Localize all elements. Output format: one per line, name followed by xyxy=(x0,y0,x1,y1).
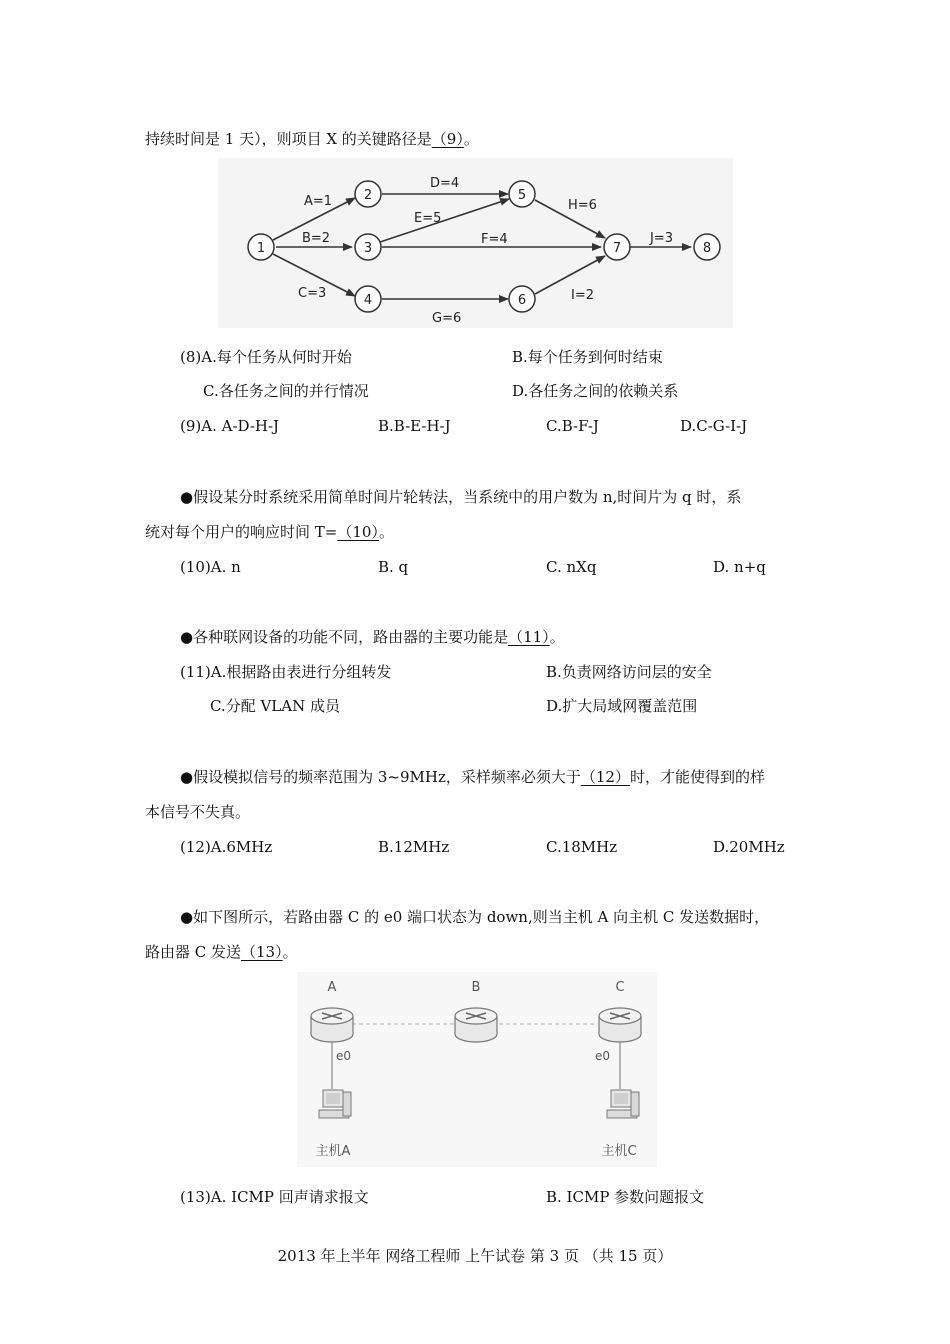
q12-stem1-text: ●假设模拟信号的频率范围为 3~9MHz，采样频率必须大于 xyxy=(180,768,581,786)
q10-option-d: D. n+q xyxy=(713,558,766,576)
q12-option-d: D.20MHz xyxy=(713,838,785,856)
q13-stem-end: 。 xyxy=(282,943,298,961)
q13-stem-line1: ●如下图所示，若路由器 C 的 e0 端口状态为 down,则当主机 A 向主机 C 发送数据时， xyxy=(180,908,770,926)
q11-option-d: D.扩大局域网覆盖范围 xyxy=(546,697,698,715)
router-b-icon xyxy=(455,1008,497,1042)
q12-stem-line2: 本信号不失真。 xyxy=(145,803,251,821)
edge-i-label: I=2 xyxy=(571,288,594,303)
q13-stem-line2 xyxy=(145,942,298,962)
intro-end: 。 xyxy=(463,130,479,148)
q9-option-c: C.B-F-J xyxy=(546,417,599,435)
node-7-label: 7 xyxy=(612,241,622,256)
q8-option-b: B.每个任务到何时结束 xyxy=(512,348,663,366)
node-5-label: 5 xyxy=(517,188,527,203)
node-4-label: 4 xyxy=(363,293,373,308)
q11-option-a: (11)A.根据路由表进行分组转发 xyxy=(180,663,392,681)
edge-b-label: B=2 xyxy=(302,231,331,246)
host-a-label: 主机A xyxy=(315,1144,351,1159)
node-8-label: 8 xyxy=(702,241,712,256)
q9-option-d: D.C-G-I-J xyxy=(680,417,748,435)
router-a-label: A xyxy=(327,980,337,995)
router-a-icon xyxy=(311,1008,353,1042)
q13-stem2-text: 路由器 C 发送 xyxy=(145,943,242,961)
q8-option-c: C.各任务之间的并行情况 xyxy=(203,382,369,400)
node-2-label: 2 xyxy=(363,188,373,203)
q10-option-b: B. q xyxy=(378,558,409,576)
edge-d-label: D=4 xyxy=(430,176,460,191)
q10-stem-line2 xyxy=(145,522,394,542)
intro-text: 持续时间是 1 天），则项目 X 的关键路径是 xyxy=(145,130,432,148)
router-c-icon xyxy=(599,1008,641,1042)
node-3-label: 3 xyxy=(363,241,373,256)
blank-11: （11） xyxy=(508,628,550,646)
q13-option-b: B. ICMP 参数问题报文 xyxy=(546,1188,705,1206)
q11-stem xyxy=(180,627,565,647)
node-6-label: 6 xyxy=(517,293,527,308)
intro-line xyxy=(145,129,479,149)
q12-option-b: B.12MHz xyxy=(378,838,450,856)
router-c-label: C xyxy=(615,980,625,995)
edge-e-label: E=5 xyxy=(414,211,442,226)
q10-stem2-text: 统对每个用户的响应时间 T= xyxy=(145,523,338,541)
q11-stem-text: ●各种联网设备的功能不同，路由器的主要功能是 xyxy=(180,628,509,646)
host-c-icon xyxy=(607,1090,639,1118)
project-network-diagram xyxy=(218,158,733,328)
q8-option-a: (8)A.每个任务从何时开始 xyxy=(180,348,352,366)
q12-option-c: C.18MHz xyxy=(546,838,618,856)
edge-j-label: J=3 xyxy=(650,231,673,246)
edge-c-label: C=3 xyxy=(298,286,327,301)
q10-stem-end: 。 xyxy=(378,523,394,541)
edge-a-label: A=1 xyxy=(304,194,333,209)
blank-9: （9） xyxy=(431,130,464,148)
q11-stem-end: 。 xyxy=(549,628,565,646)
q12-stem1-end: 时，才能使得到的样 xyxy=(629,768,765,786)
port-c-label: e0 xyxy=(595,1049,611,1063)
node-1-label: 1 xyxy=(256,241,266,256)
router-topology-figure xyxy=(297,972,657,1167)
blank-10: （10） xyxy=(337,523,379,541)
edge-g-label: G=6 xyxy=(432,311,462,326)
q8-option-d: D.各任务之间的依赖关系 xyxy=(512,382,679,400)
edge-f-label: F=4 xyxy=(481,232,508,247)
figure-background xyxy=(297,972,657,1167)
q13-option-a: (13)A. ICMP 回声请求报文 xyxy=(180,1188,369,1206)
page-footer: 2013 年上半年 网络工程师 上午试卷 第 3 页 （共 15 页） xyxy=(277,1247,673,1265)
blank-13: （13） xyxy=(241,943,283,961)
router-b-label: B xyxy=(471,980,481,995)
host-c-label: 主机C xyxy=(601,1144,637,1159)
q11-option-b: B.负责网络访问层的安全 xyxy=(546,663,712,681)
blank-12: （12） xyxy=(580,768,630,786)
q10-option-a: (10)A. n xyxy=(180,558,241,576)
q11-option-c: C.分配 VLAN 成员 xyxy=(210,697,340,715)
q10-option-c: C. nXq xyxy=(546,558,597,576)
q10-stem-line1: ●假设某分时系统采用简单时间片轮转法，当系统中的用户数为 n,时间片为 q 时，系 xyxy=(180,488,742,506)
port-a-label: e0 xyxy=(336,1049,352,1063)
q9-option-a: (9)A. A-D-H-J xyxy=(180,417,280,435)
q12-stem-line1 xyxy=(180,767,765,787)
q12-option-a: (12)A.6MHz xyxy=(180,838,273,856)
edge-h-label: H=6 xyxy=(568,198,597,213)
host-a-icon xyxy=(319,1090,351,1118)
q9-option-b: B.B-E-H-J xyxy=(378,417,451,435)
